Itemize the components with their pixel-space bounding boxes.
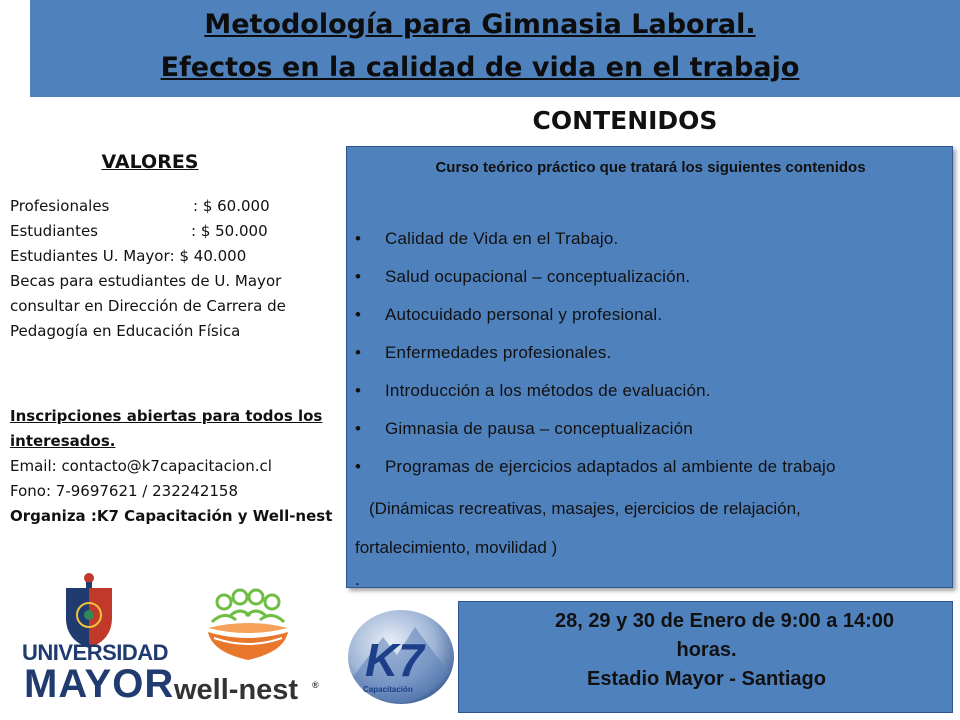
topic-note-line-2: fortalecimiento, movilidad ) [355, 538, 558, 557]
price-row-estudiantes [10, 219, 335, 244]
universidad-wordmark: UNIVERSIDAD [22, 640, 169, 665]
price-label: Profesionales [10, 197, 110, 215]
valores-heading: VALORES [101, 151, 199, 173]
inscriptions-title-line-2: interesados. [10, 432, 116, 450]
inscriptions-title-line-1: Inscripciones abiertas para todos los [10, 407, 323, 425]
bullet-icon: • [355, 419, 362, 438]
inscriptions-section [10, 404, 336, 529]
topic-text: Enfermedades profesionales. [385, 343, 612, 362]
price-value: : $ 60.000 [193, 197, 270, 215]
topic-text: Autocuidado personal y profesional. [385, 305, 663, 324]
topic-text: Introducción a los métodos de evaluación. [385, 381, 711, 400]
contact-email[interactable]: Email: contacto@k7capacitacion.cl [10, 457, 272, 475]
price-value: : $ 50.000 [191, 222, 268, 240]
bullet-icon: • [355, 457, 362, 476]
schedule-venue: Estadio Mayor - Santiago [587, 668, 826, 690]
becas-line-2: consultar en Dirección de Carrera de [10, 297, 286, 315]
bullet-icon: • [355, 305, 362, 324]
price-label: Estudiantes [10, 222, 98, 240]
page-title-line-1: Metodología para Gimnasia Laboral. [204, 9, 756, 40]
k7-wordmark: K7 [365, 634, 424, 686]
price-value: : $ 40.000 [169, 247, 247, 265]
contents-panel [346, 146, 953, 588]
organizer-line: Organiza :K7 Capacitación y Well-nest [10, 507, 333, 525]
bullet-icon: • [355, 343, 362, 362]
becas-line-3: Pedagogía en Educación Física [10, 322, 241, 340]
topic-note-line-1: (Dinámicas recreativas, masajes, ejercicios de relajación, [369, 499, 801, 518]
contents-subtitle: Curso teórico práctico que tratará los siguientes contenidos [435, 159, 866, 176]
topic-text: Salud ocupacional – conceptualización. [385, 267, 691, 286]
shield-icon [22, 570, 162, 650]
topic-text: Programas de ejercicios adaptados al ambiente de trabajo [385, 457, 836, 476]
topic-text: Calidad de Vida en el Trabajo. [385, 229, 619, 248]
becas-line-1: Becas para estudiantes de U. Mayor [10, 272, 282, 290]
contenidos-heading: CONTENIDOS [532, 106, 718, 135]
trailing-dot: . [355, 570, 360, 589]
schedule-dates: 28, 29 y 30 de Enero de 9:00 a 14:00 [554, 610, 895, 632]
universidad-mayor-logo [22, 570, 175, 710]
registered-mark: ® [312, 680, 319, 690]
k7-logo [345, 607, 457, 707]
wellnest-wordmark: well-nest [174, 674, 299, 706]
prices-section [10, 194, 335, 344]
mayor-wordmark: MAYOR [24, 662, 175, 706]
page-title-line-2: Efectos en la calidad de vida en el trabajo [160, 52, 800, 83]
price-row-profesionales [10, 194, 335, 219]
schedule-box [458, 601, 953, 713]
bullet-icon: • [355, 229, 362, 248]
price-label: Estudiantes U. Mayor [10, 247, 170, 265]
topic-text: Gimnasia de pausa – conceptualización [385, 419, 693, 438]
price-row-estudiantes-umayor [10, 244, 335, 269]
wellnest-logo [172, 588, 324, 710]
contact-phone: Fono: 7-9697621 / 232242158 [10, 482, 239, 500]
bullet-icon: • [355, 381, 362, 400]
schedule-hours: horas. [676, 639, 737, 661]
k7-caption: Capacitación [363, 685, 413, 694]
people-bowl-icon [172, 588, 324, 674]
bullet-icon: • [355, 267, 362, 286]
